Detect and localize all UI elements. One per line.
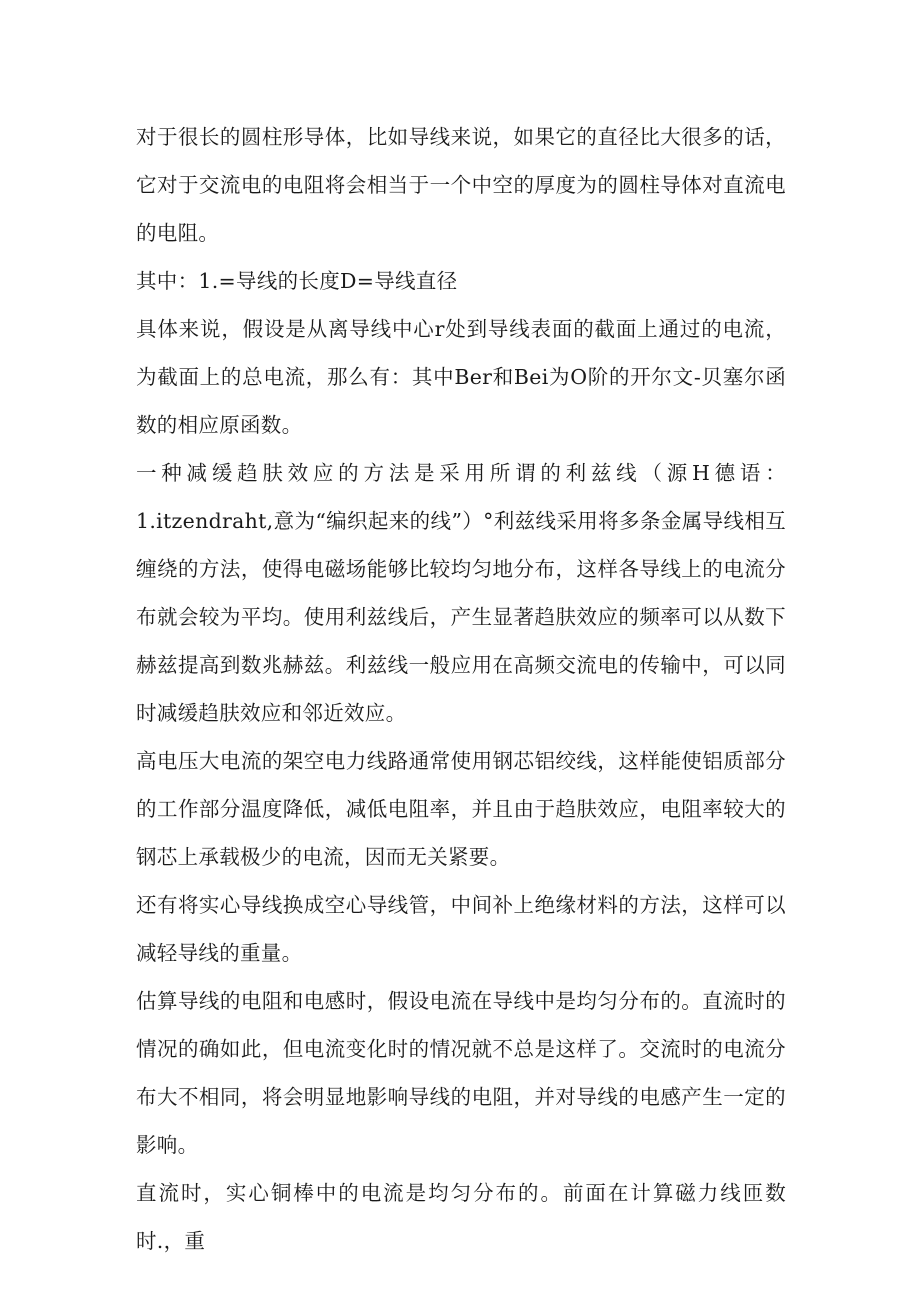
- paragraph-litz-wire: 一种减缓趋肤效应的方法是采用所谓的利兹线（源H德语：1.itzendraht,意为“编织起来的线”）°利兹线采用将多条金属导线相互缠绕的方法，使得电磁场能够比较均匀地分布，这样各导线上的电流分布就会较为平均。使用利兹线后，产生显著趋肤效应的频率可以从数下赫兹提高到数兆赫兹。利兹线一般应用在高频交流电的传输中，可以同时减缓趋肤效应和邻近效应。: [136, 461, 786, 725]
- paragraph-cylindrical-conductor: 对于很长的圆柱形导体，比如导线来说，如果它的直径比大很多的话，它对于交流电的电阻将会相当于一个中空的厚度为的圆柱导体对直流电的电阻。: [136, 125, 786, 245]
- paragraph-resistance-estimation: 估算导线的电阻和电感时，假设电流在导线中是均匀分布的。直流时的情况的确如此，但电流变化时的情况就不总是这样了。交流时的电流分布大不相同，将会明显地影响导线的电阻，并对导线的电感产生一定的影响。: [136, 989, 786, 1157]
- document-body: [136, 113, 786, 1265]
- paragraph-current-formula: 具体来说，假设是从离导线中心r处到导线表面的截面上通过的电流，为截面上的总电流，那么有：其中Ber和Bei为O阶的开尔文-贝塞尔函数的相应原函数。: [136, 317, 786, 437]
- paragraph-acsr-lines: 高电压大电流的架空电力线路通常使用钢芯铝绞线，这样能使铝质部分的工作部分温度降低，减低电阻率，并且由于趋肤效应，电阻率较大的钢芯上承载极少的电流，因而无关紧要。: [136, 749, 786, 869]
- paragraph-hollow-conductor: 还有将实心导线换成空心导线管，中间补上绝缘材料的方法，这样可以减轻导线的重量。: [136, 893, 786, 965]
- paragraph-dc-current: 直流时，实心铜棒中的电流是均匀分布的。前面在计算磁力线匝数时.，重: [136, 1181, 786, 1253]
- paragraph-variable-definitions: 其中：1.=导线的长度D=导线直径: [136, 269, 458, 293]
